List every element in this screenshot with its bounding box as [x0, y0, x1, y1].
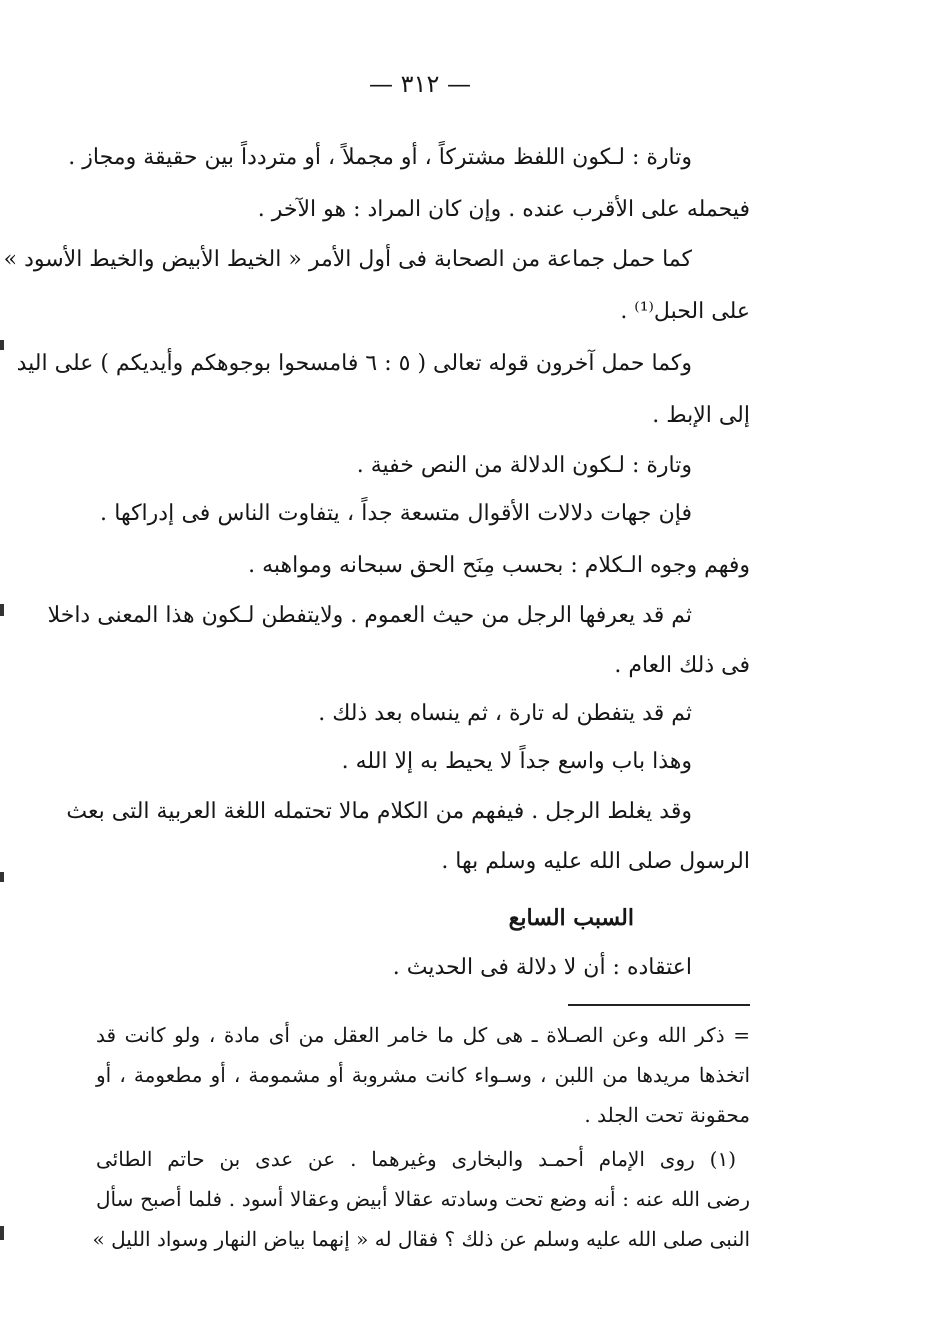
body-line-14: وقد يغلط الرجل . فيفهم من الكلام مالا تحتمله اللغة العربية التى بعث: [66, 799, 692, 824]
footnote-line-6: النبى صلى الله عليه وسلم عن ذلك ؟ فقال له « إنهما بياض النهار وسواد الليل »: [92, 1227, 750, 1251]
footnote-line-3: محقونة تحت الجلد .: [584, 1103, 750, 1127]
body-line-8: فإن جهات دلالات الأقوال متسعة جداً ، يتفاوت الناس فى إدراكها .: [100, 501, 692, 526]
body-line-3: كما حمل جماعة من الصحابة فى أول الأمر « الخيط الأبيض والخيط الأسود »: [3, 247, 692, 272]
footnote-line-2: اتخذها مريدها من اللبن ، وسـواء كانت مشروبة أو مشمومة ، أو مطعومة ، أو: [96, 1063, 751, 1087]
body-line-11: فى ذلك العام .: [614, 653, 750, 678]
scan-edge-mark: [0, 872, 4, 882]
scan-edge-mark: [0, 1226, 4, 1240]
body-line-1: وتارة : لـكون اللفظ مشتركاً ، أو مجملاً ، أو متردداً بين حقيقة ومجاز .: [68, 145, 692, 170]
body-line-9: وفهم وجوه الـكلام : بحسب مِنَح الحق سبحانه ومواهبه .: [248, 553, 750, 578]
body-line-13: وهذا باب واسع جداً لا يحيط به إلا الله .: [341, 749, 692, 774]
footnote-line-1: = ذكر الله وعن الصـلاة ـ هى كل ما خامر العقل من أى مادة ، ولو كانت قد: [96, 1023, 750, 1047]
footnote-line-4: (١) روى الإمام أحمـد والبخارى وغيرهما . عن عدى بن حاتم الطائى: [96, 1147, 736, 1171]
footnote-line-5: رضى الله عنه : أنه وضع تحت وسادته عقالا أبيض وعقالا أسود . فلما أصبح سأل: [96, 1187, 750, 1211]
body-line-10: ثم قد يعرفها الرجل من حيث العموم . ولايتفطن لـكون هذا المعنى داخلا: [47, 603, 692, 628]
body-line-7: وتارة : لـكون الدلالة من النص خفية .: [356, 453, 692, 478]
page-number: — ٣١٢ —: [369, 70, 471, 98]
body-line-4: على الحبل⁽¹⁾ .: [620, 299, 750, 324]
footnote-divider: [568, 1004, 750, 1006]
body-line-5: وكما حمل آخرون قوله تعالى ( ٥ : ٦ فامسحوا بوجوهكم وأيديكم ) على اليد: [16, 351, 692, 376]
scan-edge-mark: [0, 340, 4, 350]
scan-edge-mark: [0, 604, 4, 616]
body-line-6: إلى الإبط .: [652, 403, 750, 428]
body-line-15: الرسول صلى الله عليه وسلم بها .: [441, 849, 750, 874]
section-heading: السبب السابع: [508, 905, 634, 931]
body-line-12: ثم قد يتفطن له تارة ، ثم ينساه بعد ذلك .: [318, 701, 692, 726]
body-line-2: فيحمله على الأقرب عنده . وإن كان المراد : هو الآخر .: [257, 197, 750, 222]
section-line: اعتقاده : أن لا دلالة فى الحديث .: [392, 955, 692, 980]
